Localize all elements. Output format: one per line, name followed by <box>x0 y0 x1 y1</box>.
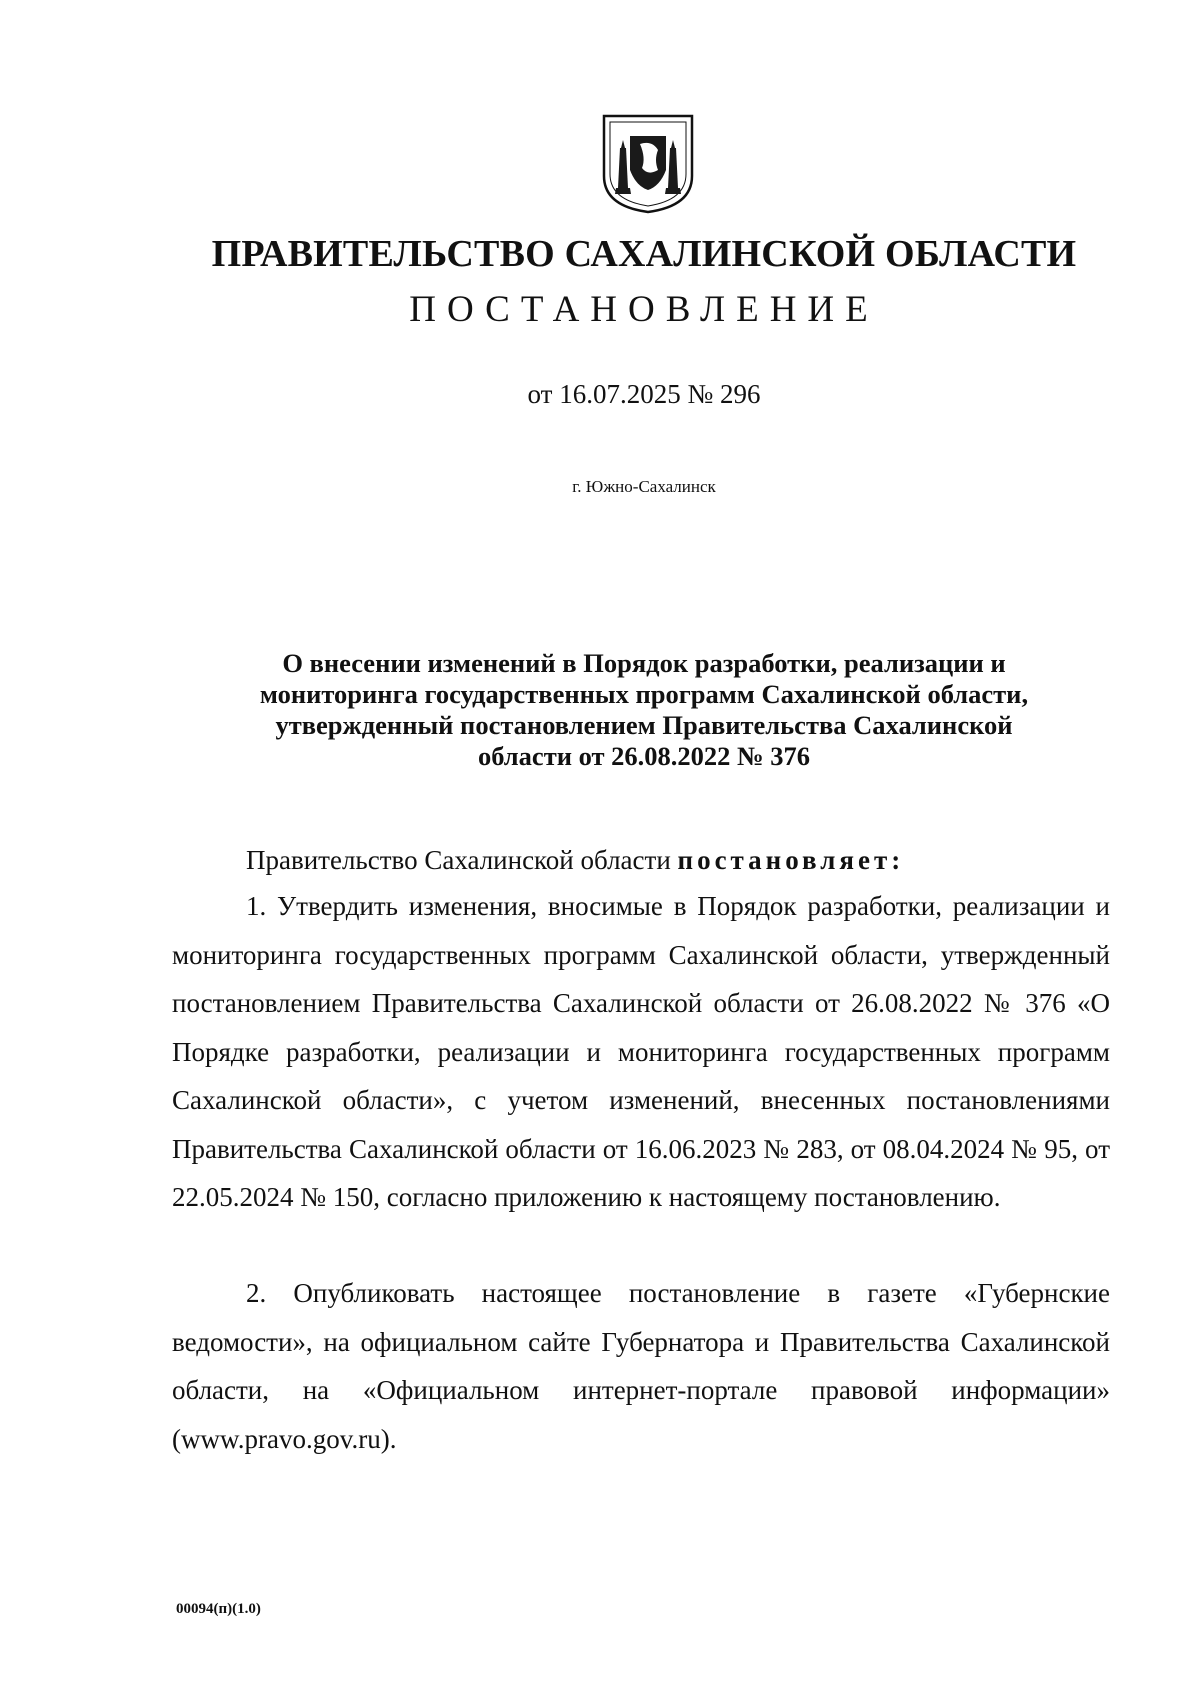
government-title: ПРАВИТЕЛЬСТВО САХАЛИНСКОЙ ОБЛАСТИ <box>211 233 1077 275</box>
footer-document-code: 00094(п)(1.0) <box>176 1601 261 1617</box>
document-date-number: от 16.07.2025 № 296 <box>527 379 761 409</box>
preamble-text: Правительство Сахалинской области <box>246 845 678 875</box>
document-place: г. Южно-Сахалинск <box>572 477 716 496</box>
preamble-decree-word: постановляет: <box>677 845 905 875</box>
paragraph-1: 1. Утвердить изменения, вносимые в Порядок разработки, реализации и мониторинга государственных программ Сахалинской области, утвержденный постановлением Правительства Сахалинской области от 26.08.2022 № 376 «О Порядке разработки, реализации и мониторинга государственных программ Сахалинской области», с учетом изменений, внесенных постановлениями Правительства Сахалинской области от 16.06.2023 № 283, от 08.04.2024 № 95, от 22.05.2024 № 150, согласно приложению к настоящему постановлению. <box>172 891 1110 1212</box>
coat-of-arms-icon <box>600 114 696 214</box>
document-type: ПОСТАНОВЛЕНИЕ <box>409 289 879 330</box>
preamble <box>246 845 904 876</box>
document-subject: О внесении изменений в Порядок разработки, реализации и мониторинга государственных программ Сахалинской области, утвержденный постановлением Правительства Сахалинской области от 26.08.2022 № 376 <box>259 648 1029 771</box>
paragraph-2: 2. Опубликовать настоящее постановление в газете «Губернские ведомости», на официальном сайте Губернатора и Правительства Сахалинской области, на «Официальном интернет-портале правовой информации» (www.pravo.gov.ru). <box>172 1278 1110 1454</box>
